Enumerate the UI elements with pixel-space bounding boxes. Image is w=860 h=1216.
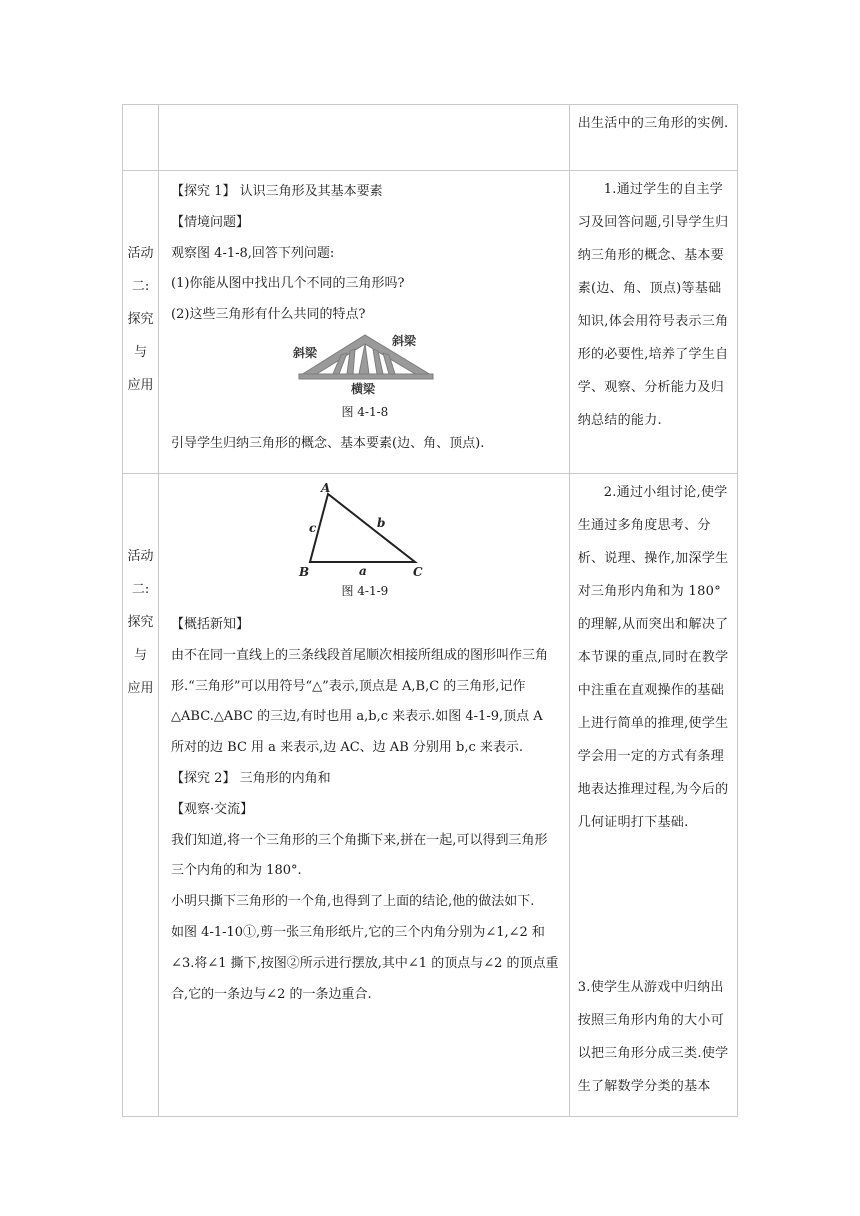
vertex-label-c: C <box>412 565 423 579</box>
section-heading: 【探究 1】 认识三角形及其基本要素 <box>171 184 383 199</box>
activity-label-cell <box>123 474 159 1117</box>
activity-label-cell <box>123 171 159 474</box>
design-intent-text: 1.通过学生的自主学习及回答问题,引导学生归纳三角形的概念、基本要素(边、角、顶点)等基础知识,体会用符号表示三角形的必要性,培养了学生自学、观察、分析能力及归纳总结的能力. <box>577 182 729 428</box>
design-intent-cell <box>569 474 737 1117</box>
section-heading: 【探究 2】 三角形的内角和 <box>171 770 331 786</box>
side-label-b: b <box>376 516 386 530</box>
section-subheading: 【情境问题】 <box>171 214 250 230</box>
paragraph: 小明只撕下三角形的一个角,也得到了上面的结论,他的做法如下. <box>171 894 535 910</box>
activity-label-line: 应用 <box>127 378 154 393</box>
section-subheading: 【观察·交流】 <box>171 801 254 817</box>
question: (1)你能从图中找出几个不同的三角形吗? <box>171 276 405 292</box>
paragraph: 引导学生归纳三角形的概念、基本要素(边、角、顶点). <box>171 435 485 451</box>
activity-label-line: 探究 <box>127 615 154 630</box>
vertex-label-b: B <box>298 565 310 579</box>
activity-label-line: 二: <box>131 582 150 597</box>
design-intent-text: 出生活中的三角形的实例. <box>577 116 729 131</box>
activity-label-line: 探究 <box>127 312 154 327</box>
triangle-abc-diagram <box>285 480 445 580</box>
design-intent-text: 3.使学生从游戏中归纳出按照三角形内角的大小可以把三角形分成三类.使学生了解数学分类的基本 <box>577 980 729 1094</box>
table-row <box>123 171 738 474</box>
lesson-plan-table <box>122 104 738 1117</box>
paragraph: 由不在同一直线上的三条线段首尾顺次相接所组成的图形叫作三角形.“三角形”可以用符号“△”表示,顶点是 A,B,C 的三角形,记作△ABC.△ABC 的三边,有时也用 a,b,c 来表示.如图 4-1-9,顶点 A 所对的边 BC 用 a 来表示,边 AC、边 AB 分别用 b,c 来表示. <box>171 647 549 756</box>
design-intent-text: 2.通过小组讨论,使学生通过多角度思考、分析、说理、操作,加深学生对三角形内角和为 180°的理解,从而突出和解决了本节课的重点,同时在教学中注重在直观操作的基础上进行简单的推理,使学生学会用一定的方式有条理地表达推理过程,为今后的几何证明打下基础. <box>577 485 729 830</box>
table-row <box>123 105 738 171</box>
figure-caption: 图 4-1-9 <box>341 584 389 598</box>
figure-caption: 图 4-1-8 <box>341 404 389 419</box>
activity-label-line: 与 <box>134 648 148 663</box>
side-label-c: c <box>308 521 317 535</box>
activity-label-line: 活动 <box>127 246 154 261</box>
paragraph: 如图 4-1-10①,剪一张三角形纸片,它的三个内角分别为∠1,∠2 和∠3.将∠1 撕下,按图②所示进行摆放,其中∠1 的顶点与∠2 的顶点重合,它的一条边与∠2 的一条边重合. <box>171 924 559 1002</box>
paragraph: 我们知道,将一个三角形的三个角撕下来,拼在一起,可以得到三角形三个内角的和为 180°. <box>171 832 548 879</box>
truss-label-left: 斜梁 <box>292 345 317 360</box>
label-cell <box>123 105 159 171</box>
roof-truss-figure <box>171 331 559 395</box>
triangle-figure <box>171 480 559 580</box>
vertex-label-a: A <box>320 481 331 495</box>
roof-truss-diagram <box>285 331 445 395</box>
paragraph: 观察图 4-1-8,回答下列问题: <box>171 245 335 261</box>
activity-label-line: 应用 <box>127 681 154 696</box>
question: (2)这些三角形有什么共同的特点? <box>171 307 366 323</box>
design-intent-cell <box>569 171 737 474</box>
side-label-a: a <box>358 564 367 578</box>
design-intent-cell <box>569 105 737 171</box>
table-row <box>123 474 738 1117</box>
section-subheading: 【概括新知】 <box>171 617 250 632</box>
activity-label-line: 二: <box>131 279 150 294</box>
activity-label-line: 活动 <box>127 549 154 564</box>
content-cell <box>159 105 570 171</box>
content-cell <box>159 171 570 474</box>
truss-label-bottom: 横梁 <box>350 381 375 395</box>
activity-label-line: 与 <box>134 345 148 360</box>
truss-label-right: 斜梁 <box>391 333 416 348</box>
content-cell <box>159 474 570 1117</box>
